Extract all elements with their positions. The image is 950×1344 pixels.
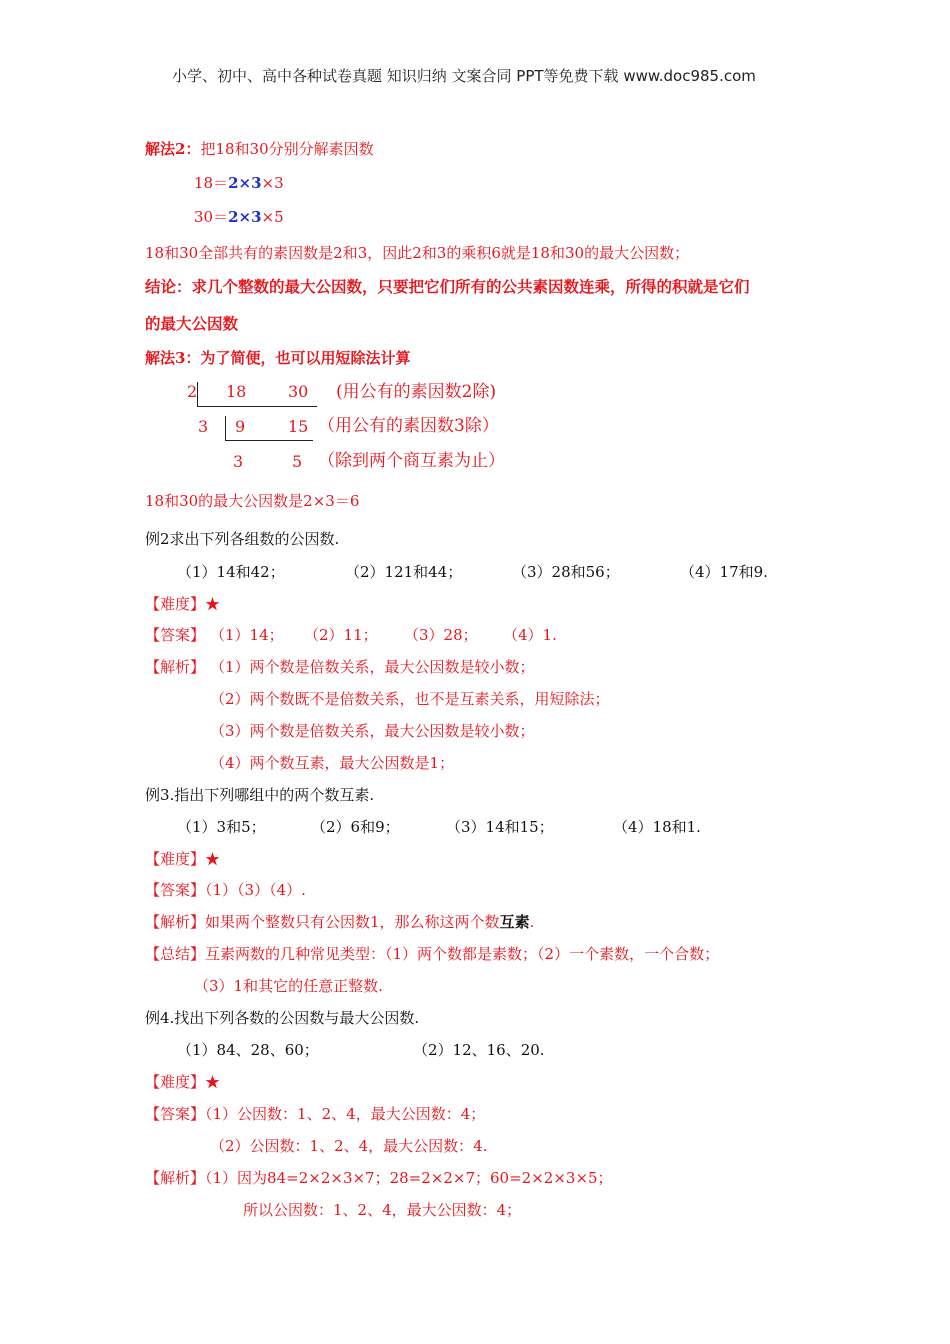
ex4-answer-label: 【答案】	[145, 1105, 206, 1123]
sd-row3-a: 3	[233, 452, 244, 471]
ex3-item-1: （1）3和5；	[177, 818, 266, 836]
sd-row2-note: （用公有的素因数3除）	[318, 416, 499, 436]
sd-row3-note: （除到两个商互素为止）	[318, 451, 505, 471]
sd-row1-b: 30	[288, 382, 309, 401]
ex4-difficulty	[145, 1072, 220, 1092]
ex3-summary	[145, 944, 719, 964]
method3-result: 18和30的最大公因数是2×3＝6	[145, 492, 360, 510]
eq2-common: 2×3	[228, 208, 262, 226]
ex3-answer-value: （1）（3）（4）.	[205, 881, 306, 899]
method2-title: 解法2：	[145, 140, 201, 158]
method2-eq2	[194, 207, 284, 227]
ex3-summary-label: 【总结】	[145, 945, 206, 963]
ex3-item-2: （2）6和9；	[311, 818, 400, 836]
ex3-difficulty-label: 【难度】	[145, 850, 206, 868]
ex2-difficulty	[145, 594, 220, 614]
sd-row1-divisor: 2	[187, 382, 198, 401]
ex3-item-4: （4）18和1.	[613, 818, 701, 836]
sd-row2-divisor: 3	[198, 417, 209, 436]
ex4-title: 例4.找出下列各数的公因数与最大公因数.	[145, 1009, 420, 1027]
sd-row1-a: 18	[226, 382, 247, 401]
ex2-item-1: （1）14和42；	[177, 563, 285, 581]
ex3-analysis-term: 互素	[499, 913, 530, 931]
sd-bracket-1	[197, 382, 198, 406]
page-header: 小学、初中、高中各种试卷真题 知识归纳 文案合同 PPT等免费下载 www.doc985.com	[172, 67, 756, 85]
ex3-item-3: （3）14和15；	[446, 818, 554, 836]
ex2-title: 例2求出下列各组数的公因数.	[145, 530, 340, 548]
ex3-analysis-text: 如果两个整数只有公因数1，那么称这两个数	[205, 913, 500, 931]
ex3-difficulty	[145, 849, 220, 869]
ex4-difficulty-label: 【难度】	[145, 1073, 206, 1091]
ex3-summary-line2: （3）1和其它的任意正整数.	[194, 977, 383, 995]
ex2-answer-4: （4）1.	[503, 626, 557, 644]
method3-title: 解法3：为了简便，也可以用短除法计算	[145, 349, 411, 367]
sd-row1-note: (用公有的素因数2除)	[336, 382, 497, 402]
ex2-answer-2: （2）11；	[304, 626, 378, 644]
ex4-analysis-label: 【解析】	[145, 1169, 206, 1187]
ex2-analysis-2: （2）两个数既不是倍数关系，也不是互素关系，用短除法；	[210, 690, 610, 708]
star-icon: ★	[205, 850, 221, 868]
ex4-item-1: （1）84、28、60；	[177, 1041, 319, 1059]
ex2-difficulty-label: 【难度】	[145, 595, 206, 613]
eq1-common: 2×3	[228, 174, 262, 192]
method2-text: 把18和30分别分解素因数	[200, 140, 374, 158]
ex2-analysis-label: 【解析】	[145, 658, 206, 676]
ex2-answer	[145, 625, 205, 645]
eq2-lhs: 30＝	[194, 208, 229, 226]
sd-bar-1	[197, 406, 317, 407]
ex4-answer	[145, 1104, 485, 1124]
conclusion-line2: 的最大公因数	[145, 314, 239, 333]
ex4-analysis-line2: 所以公因数：1、2、4，最大公因数：4；	[243, 1201, 522, 1219]
method2-note: 18和30全部共有的素因数是2和3，因此2和3的乘积6就是18和30的最大公因数；	[145, 244, 690, 262]
ex3-answer	[145, 880, 306, 900]
ex2-analysis-3: （3）两个数是倍数关系，最大公因数是较小数；	[210, 722, 535, 740]
ex3-analysis-label: 【解析】	[145, 913, 206, 931]
ex2-item-4: （4）17和9.	[680, 563, 768, 581]
sd-row2-a: 9	[235, 417, 246, 436]
star-icon: ★	[205, 1073, 221, 1091]
ex2-answer-label: 【答案】	[145, 626, 206, 644]
ex3-summary-line1: 互素两数的几种常见类型：（1）两个数都是素数；（2）一个素数，一个合数；	[205, 945, 720, 963]
ex3-analysis-end: .	[529, 913, 535, 931]
method2-line	[145, 139, 374, 159]
ex2-analysis-4: （4）两个数互素，最大公因数是1；	[210, 754, 455, 772]
ex4-answer-2: （2）公因数：1、2、4，最大公因数：4.	[210, 1137, 488, 1155]
ex3-analysis	[145, 912, 534, 932]
conclusion-line1: 结论：求几个整数的最大公因数，只要把它们所有的公共素因数连乘，所得的积就是它们	[145, 277, 750, 296]
ex4-analysis-line1: （1）因为84=2×2×3×7；28=2×2×7；60=2×2×3×5；	[205, 1169, 613, 1187]
eq1-lhs: 18＝	[194, 174, 229, 192]
ex3-title: 例3.指出下列哪组中的两个数互素.	[145, 786, 375, 804]
ex2-answer-1: （1）14；	[210, 626, 284, 644]
star-icon: ★	[205, 595, 221, 613]
ex4-analysis	[145, 1168, 613, 1188]
sd-row2-b: 15	[288, 417, 309, 436]
ex3-answer-label: 【答案】	[145, 881, 206, 899]
method2-eq1	[194, 173, 284, 193]
ex2-analysis-1: （1）两个数是倍数关系，最大公因数是较小数；	[210, 658, 535, 676]
sd-bracket-2	[225, 416, 226, 440]
sd-bar-2	[225, 440, 313, 441]
eq2-rest: ×5	[261, 208, 284, 226]
ex2-answer-3: （3）28；	[404, 626, 478, 644]
sd-row3-b: 5	[292, 452, 303, 471]
ex4-answer-1: （1）公因数：1、2、4，最大公因数：4；	[205, 1105, 486, 1123]
ex4-item-2: （2）12、16、20.	[413, 1041, 545, 1059]
ex2-item-2: （2）121和44；	[345, 563, 463, 581]
eq1-rest: ×3	[261, 174, 284, 192]
ex2-item-3: （3）28和56；	[512, 563, 620, 581]
